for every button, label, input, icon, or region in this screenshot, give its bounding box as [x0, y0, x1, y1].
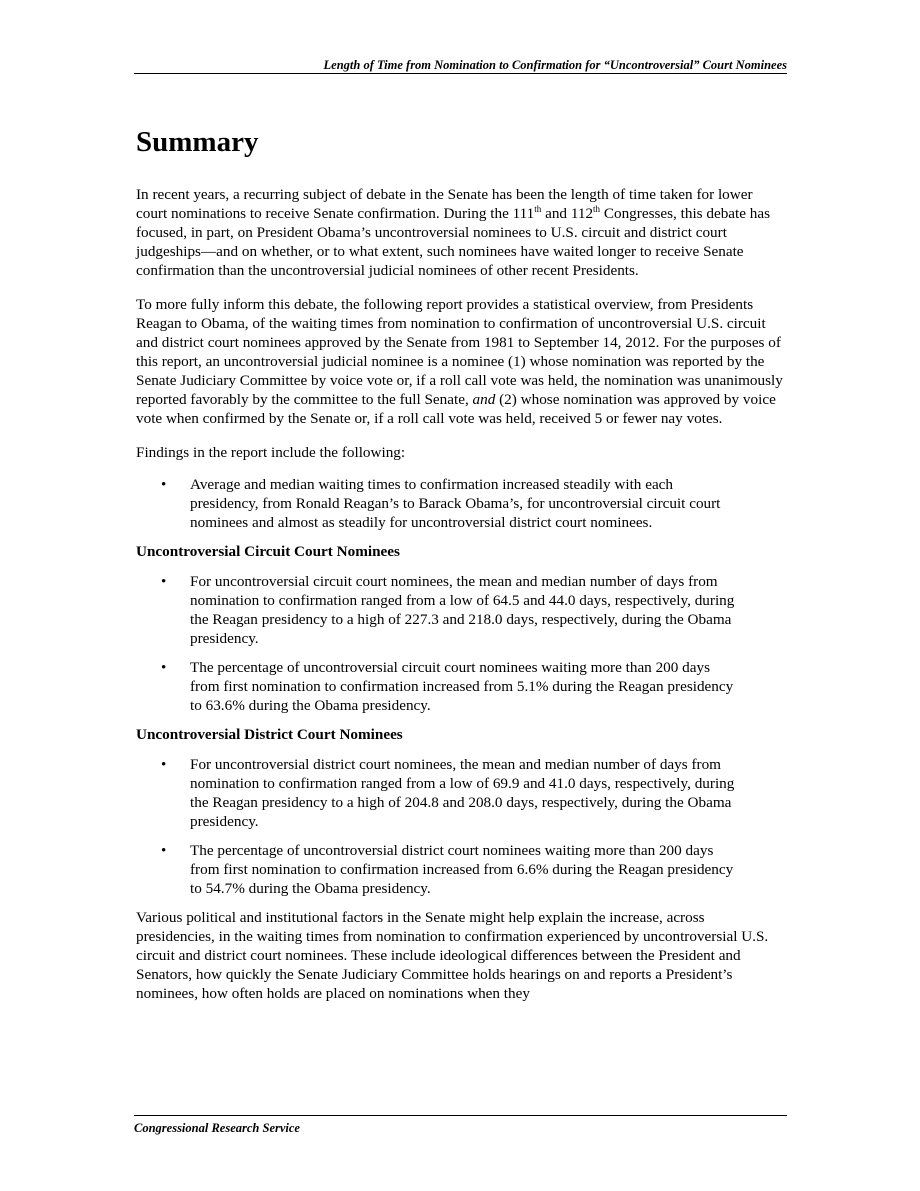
superscript: th [593, 203, 601, 214]
intro-text: In recent years, a recurring subject of debate in the Senate has been the length of time taken for lower court nominations to receive Senate confirmation. During the 111 [136, 186, 753, 222]
intro-text: (2) whose nomination was approved by voice vote when confirmed by the Senate or, if a roll call vote was held, received 5 or fewer nay votes. [136, 391, 776, 427]
page-title: Summary [136, 126, 259, 158]
list-item-text: The percentage of uncontroversial circuit court nominees waiting more than 200 days from first nomination to confirmation increased from 5.1% during the Reagan presidency to 63.6% during the Obama presidency. [190, 659, 734, 714]
list-item-text: For uncontroversial circuit court nominees, the mean and median number of days from nomination to confirmation ranged from a low of 64.5 and 44.0 days, respectively, during the Reagan presidency to a high of 227.3 and 218.0 days, respectively, during the Obama presidency. [190, 573, 735, 647]
running-header: Length of Time from Nomination to Confirmation for “Uncontroversial” Court Nominees [134, 57, 787, 74]
running-footer: Congressional Research Service [134, 1115, 787, 1136]
page-body [136, 122, 786, 1018]
list-item [136, 572, 735, 648]
bullet-icon: • [161, 659, 167, 676]
bullet-icon: • [161, 756, 167, 773]
list-item [136, 658, 735, 715]
list-item-text: Average and median waiting times to confirmation increased steadily with each presidency, from Ronald Reagan’s to Barack Obama’s, for uncontroversial circuit court nominees and almost as steadily for uncontroversial district court nominees. [190, 476, 721, 531]
circuit-heading: Uncontroversial Circuit Court Nominees [136, 543, 400, 560]
bullet-icon: • [161, 842, 167, 859]
district-findings-list [136, 755, 786, 898]
intro-paragraph-1 [136, 185, 786, 280]
list-item-text: For uncontroversial district court nominees, the mean and median number of days from nomination to confirmation ranged from a low of 69.9 and 41.0 days, respectively, during the Reagan presidency to a high of 204.8 and 208.0 days, respectively, during the Obama presidency. [190, 756, 735, 830]
district-heading: Uncontroversial District Court Nominees [136, 726, 403, 743]
intro-text: To more fully inform this debate, the following report provides a statistical overview, from Presidents Reagan to Obama, of the waiting times from nomination to confirmation of uncontroversial U.S. circuit and district court nominees approved by the Senate from 1981 to September 14, 2012. For the purposes of this report, an uncontroversial judicial nominee is a nominee (1) whose nomination was reported by the Senate Judiciary Committee by voice vote or, if a roll call vote was held, the nomination was unanimously reported favorably by the committee to the full Senate, [136, 296, 783, 408]
emphasis-and: and [472, 391, 496, 408]
intro-text: and 112 [541, 205, 594, 222]
intro-paragraph-2 [136, 295, 786, 428]
list-item [136, 841, 735, 898]
circuit-findings-list [136, 572, 786, 715]
superscript: th [534, 203, 542, 214]
bullet-icon: • [161, 573, 167, 590]
intro-text: Congresses, this debate has focused, in part, on President Obama’s uncontroversial nominees to U.S. circuit and district court judgeships—and on whether, or to what extent, such nominees have waited longer to receive Senate confirmation than the uncontroversial judicial nominees of other recent Presidents. [136, 205, 771, 279]
list-item [136, 755, 735, 831]
intro-paragraph-3: Findings in the report include the following: [136, 444, 406, 461]
closing-paragraph: Various political and institutional factors in the Senate might help explain the increase, across presidencies, in the waiting times from nomination to confirmation experienced by uncontroversial U.S. circuit and district court nominees. These include ideological differences between the President and Senators, how quickly the Senate Judiciary Committee holds hearings on and reports a President’s nominees, how often holds are placed on nominations when they [136, 909, 769, 1002]
list-item [136, 475, 735, 532]
general-findings-list [136, 475, 786, 532]
bullet-icon: • [161, 476, 167, 493]
list-item-text: The percentage of uncontroversial district court nominees waiting more than 200 days from first nomination to confirmation increased from 6.6% during the Reagan presidency to 54.7% during the Obama presidency. [190, 842, 734, 897]
